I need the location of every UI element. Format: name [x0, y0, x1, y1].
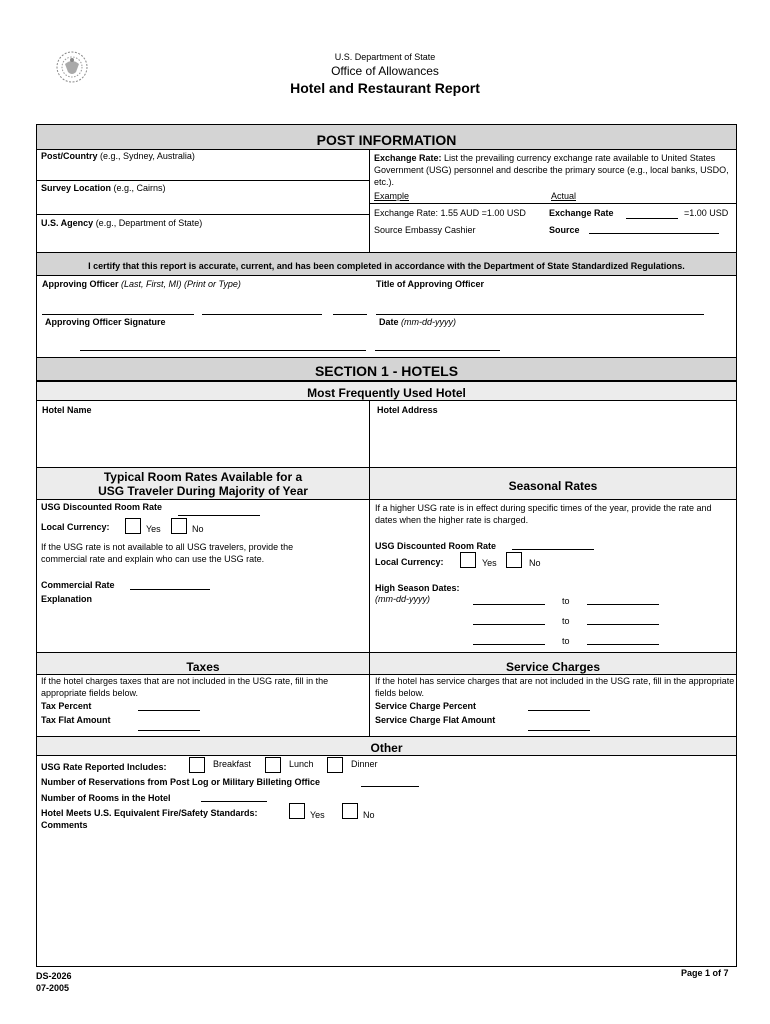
- breakfast-label: Breakfast: [213, 759, 252, 769]
- actual-label: Actual: [551, 191, 577, 201]
- seasonal-usg-discounted-room-rate-label: USG Discounted Room Rate: [375, 541, 497, 551]
- department-name: U.S. Department of State: [334, 52, 436, 62]
- actual-rate-suffix: =1.00 USD: [684, 208, 729, 218]
- fire-safety-no-checkbox[interactable]: [342, 803, 358, 819]
- title-of-approving-officer-label: Title of Approving Officer: [376, 279, 485, 289]
- reservations-field[interactable]: [361, 786, 419, 787]
- fire-safety-no-label: No: [363, 810, 375, 820]
- actual-source-field[interactable]: [589, 233, 719, 234]
- service-charges-instructions: If the hotel has service charges that are not included in the USG rate, fill in the appropriate fields below.: [375, 676, 735, 698]
- example-label: Example: [374, 191, 410, 201]
- fire-safety-yes-label: Yes: [310, 810, 325, 820]
- tax-flat-amount-label: Tax Flat Amount: [41, 715, 111, 725]
- actual-exchange-rate-field[interactable]: [626, 218, 678, 219]
- local-currency-yes-checkbox[interactable]: [125, 518, 141, 534]
- fire-safety-yes-checkbox[interactable]: [289, 803, 305, 819]
- section-1-heading: SECTION 1 - HOTELS: [36, 357, 737, 381]
- commercial-rate-field[interactable]: [130, 589, 210, 590]
- service-charge-percent-label: Service Charge Percent: [375, 701, 477, 711]
- to-label-3: to: [562, 636, 570, 646]
- example-exchange-rate: Exchange Rate: 1.55 AUD =1.00 USD: [374, 208, 526, 218]
- high-season-end-1-field[interactable]: [587, 604, 659, 605]
- office-name: Office of Allowances: [331, 64, 439, 78]
- post-information-heading: POST INFORMATION: [36, 124, 737, 150]
- survey-location-label: Survey Location (e.g., Cairns): [41, 183, 166, 193]
- typical-room-rates-heading: Typical Room Rates Available for a USG Traveler During Majority of Year: [36, 467, 370, 500]
- commercial-rate-label: Commercial Rate: [41, 580, 115, 590]
- title-of-approving-officer-field[interactable]: [376, 314, 704, 315]
- usg-discounted-room-rate-label: USG Discounted Room Rate: [41, 502, 163, 512]
- service-charge-percent-field[interactable]: [528, 710, 590, 711]
- taxes-heading: Taxes: [36, 652, 370, 675]
- high-season-start-2-field[interactable]: [473, 624, 545, 625]
- exchange-rate-instructions: Exchange Rate: List the prevailing currency exchange rate available to United States Government (USG) personnel and describe the primary source (e.g., local banks, USDO, etc.).: [374, 153, 729, 187]
- approving-officer-label: Approving Officer (Last, First, MI) (Print or Type): [42, 279, 241, 289]
- service-charge-flat-amount-label: Service Charge Flat Amount: [375, 715, 496, 725]
- local-currency-no-checkbox[interactable]: [171, 518, 187, 534]
- explanation-label: Explanation: [41, 594, 93, 604]
- hotel-name-label: Hotel Name: [42, 405, 92, 415]
- tax-percent-label: Tax Percent: [41, 701, 92, 711]
- lunch-label: Lunch: [289, 759, 314, 769]
- other-heading: Other: [36, 736, 737, 756]
- tax-flat-amount-field[interactable]: [138, 730, 200, 731]
- seasonal-usg-discounted-room-rate-field[interactable]: [512, 549, 594, 550]
- fire-safety-label: Hotel Meets U.S. Equivalent Fire/Safety Standards:: [41, 808, 258, 818]
- certification-statement: I certify that this report is accurate, current, and has been completed in accordance with the Department of State Standardized Regulations.: [36, 252, 737, 276]
- service-charges-heading: Service Charges: [369, 652, 737, 675]
- most-frequently-used-hotel-heading: Most Frequently Used Hotel: [36, 381, 737, 401]
- approving-officer-signature-field[interactable]: [80, 350, 366, 351]
- post-country-label: Post/Country (e.g., Sydney, Australia): [41, 151, 195, 161]
- page-number: Page 1 of 7: [681, 968, 729, 978]
- usg-discounted-room-rate-field[interactable]: [178, 515, 260, 516]
- number-of-rooms-field[interactable]: [201, 801, 267, 802]
- seasonal-rates-heading: Seasonal Rates: [369, 467, 737, 500]
- hotel-address-label: Hotel Address: [377, 405, 438, 415]
- comments-field[interactable]: [38, 832, 734, 964]
- seasonal-instructions: If a higher USG rate is in effect during specific times of the year, provide the rate and dates when the higher rate is charged.: [375, 503, 712, 525]
- actual-exchange-rate-label: Exchange Rate: [549, 208, 614, 218]
- high-season-end-2-field[interactable]: [587, 624, 659, 625]
- actual-source-label: Source: [549, 225, 580, 235]
- high-season-start-3-field[interactable]: [473, 644, 545, 645]
- date-label: Date (mm-dd-yyyy): [379, 317, 457, 327]
- high-season-start-1-field[interactable]: [473, 604, 545, 605]
- example-source: Source Embassy Cashier: [374, 225, 476, 235]
- high-season-dates-hint: (mm-dd-yyyy): [375, 594, 430, 604]
- local-currency-no-label: No: [192, 524, 204, 534]
- breakfast-checkbox[interactable]: [189, 757, 205, 773]
- date-field[interactable]: [375, 350, 500, 351]
- approving-officer-signature-label: Approving Officer Signature: [45, 317, 166, 327]
- high-season-end-3-field[interactable]: [587, 644, 659, 645]
- form-title: Hotel and Restaurant Report: [290, 80, 480, 96]
- approving-officer-last-field[interactable]: [42, 314, 194, 315]
- local-currency-yes-label: Yes: [146, 524, 161, 534]
- seasonal-local-currency-no-label: No: [529, 558, 541, 568]
- seasonal-local-currency-yes-checkbox[interactable]: [460, 552, 476, 568]
- to-label-2: to: [562, 616, 570, 626]
- approving-officer-mi-field[interactable]: [333, 314, 367, 315]
- to-label-1: to: [562, 596, 570, 606]
- lunch-checkbox[interactable]: [265, 757, 281, 773]
- seasonal-local-currency-yes-label: Yes: [482, 558, 497, 568]
- form-number: DS-2026: [36, 971, 72, 981]
- seasonal-local-currency-label: Local Currency:: [375, 557, 444, 567]
- local-currency-label: Local Currency:: [41, 522, 110, 532]
- service-charge-flat-amount-field[interactable]: [528, 730, 590, 731]
- approving-officer-first-field[interactable]: [202, 314, 322, 315]
- usg-not-available-instructions: If the USG rate is not available to all USG travelers, provide the commercial rate and explain who can use the USG rate.: [41, 542, 294, 564]
- form-date: 07-2005: [36, 983, 70, 993]
- tax-percent-field[interactable]: [138, 710, 200, 711]
- comments-label: Comments: [41, 820, 88, 830]
- seasonal-local-currency-no-checkbox[interactable]: [506, 552, 522, 568]
- dinner-label: Dinner: [351, 759, 378, 769]
- taxes-instructions: If the hotel charges taxes that are not included in the USG rate, fill in the appropriate fields below.: [41, 676, 329, 698]
- usg-rate-includes-label: USG Rate Reported Includes:: [41, 762, 167, 772]
- us-agency-label: U.S. Agency (e.g., Department of State): [41, 218, 203, 228]
- number-of-rooms-label: Number of Rooms in the Hotel: [41, 793, 171, 803]
- dinner-checkbox[interactable]: [327, 757, 343, 773]
- high-season-dates-label: High Season Dates:: [375, 583, 460, 593]
- reservations-label: Number of Reservations from Post Log or Military Billeting Office: [41, 777, 321, 787]
